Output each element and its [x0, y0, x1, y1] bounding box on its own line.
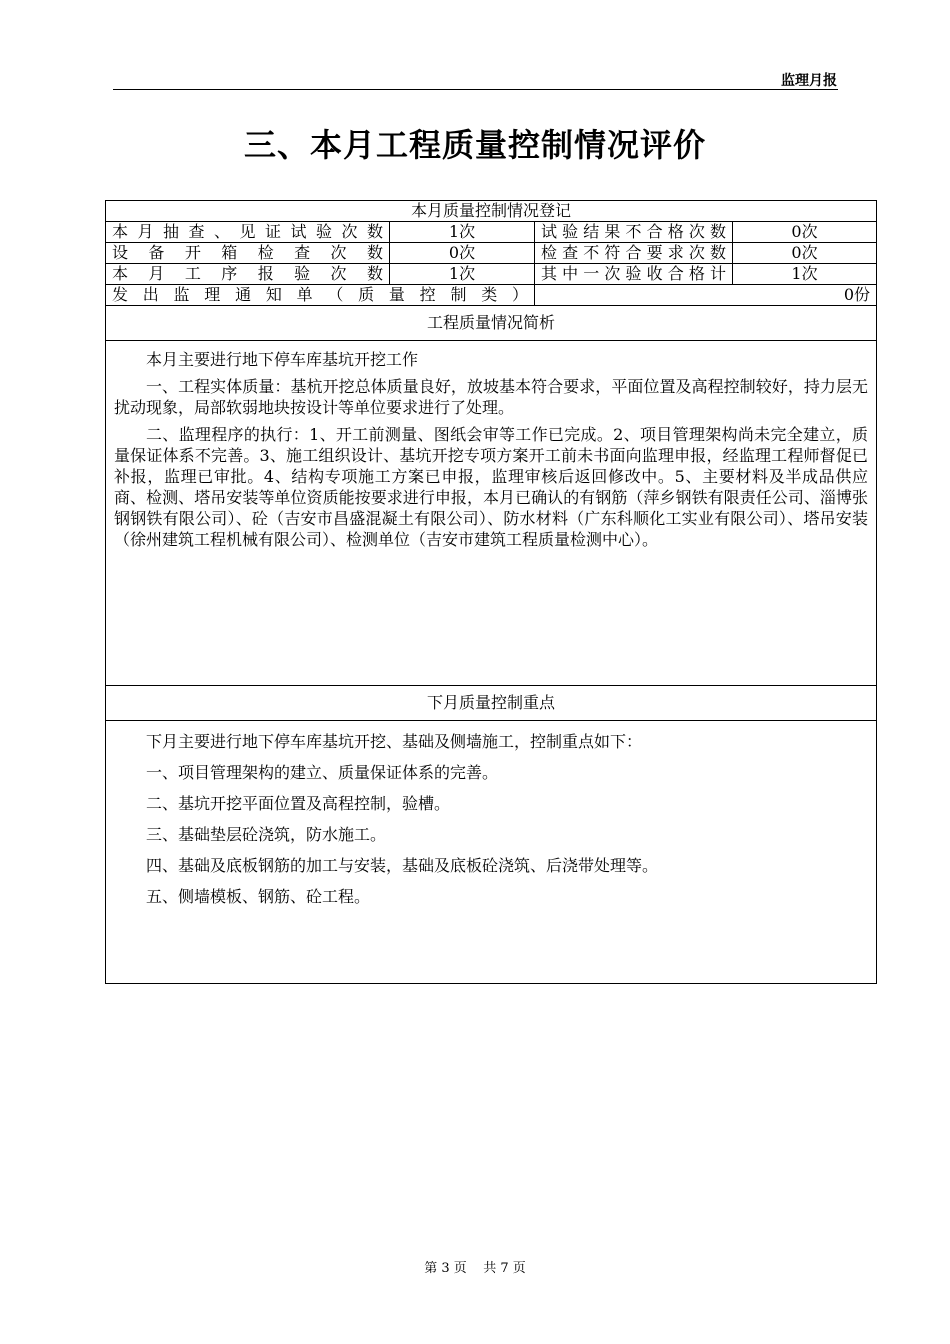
registry-value: 0次 — [390, 243, 535, 264]
header-rule — [113, 89, 838, 90]
notice-row — [106, 285, 877, 306]
registry-label: 本月工序报验次数 — [106, 264, 390, 285]
next-month-item: 下月主要进行地下停车库基坑开挖、基础及侧墙施工，控制重点如下： — [146, 732, 643, 751]
analysis-content — [106, 341, 877, 686]
next-month-item: 一、项目管理架构的建立、质量保证体系的完善。 — [146, 763, 499, 782]
registry-heading: 本月质量控制情况登记 — [106, 201, 877, 222]
registry-row — [106, 243, 877, 264]
analysis-paragraph: 本月主要进行地下停车库基坑开挖工作 — [146, 350, 419, 369]
registry-label-2: 检查不符合要求次数 — [535, 243, 733, 264]
registry-row — [106, 264, 877, 285]
header-label: 监理月报 — [781, 73, 837, 89]
registry-row — [106, 222, 877, 243]
registry-value-2: 0次 — [733, 222, 877, 243]
page-title: 三、本月工程质量控制情况评价 — [243, 126, 706, 164]
registry-label: 设备开箱检查次数 — [106, 243, 390, 264]
next-month-heading-row — [106, 686, 877, 721]
analysis-heading-row — [106, 306, 877, 341]
next-month-item: 二、基坑开挖平面位置及高程控制，验槽。 — [146, 794, 451, 813]
next-month-content-row — [106, 721, 877, 984]
registry-label: 本月抽查、见证试验次数 — [106, 222, 390, 243]
page-number: 第 3 页 共 7 页 — [424, 1261, 526, 1276]
registry-label-2: 其中一次验收合格计 — [535, 264, 733, 285]
registry-value-2: 1次 — [733, 264, 877, 285]
analysis-heading: 工程质量情况简析 — [106, 306, 877, 341]
analysis-paragraph: 一、工程实体质量：基杭开挖总体质量良好，放坡基本符合要求，平面位置及高程控制较好，持力层无扰动现象，局部软弱地块按设计等单位要求进行了处理。 — [114, 377, 869, 417]
analysis-content-row — [106, 341, 877, 686]
next-month-item: 三、基础垫层砼浇筑，防水施工。 — [146, 825, 387, 844]
next-month-item: 四、基础及底板钢筋的加工与安装，基础及底板砼浇筑、后浇带处理等。 — [146, 856, 659, 875]
quality-table — [105, 200, 877, 984]
next-month-heading: 下月质量控制重点 — [106, 686, 877, 721]
next-month-content — [106, 721, 877, 984]
analysis-paragraph: 二、监理程序的执行：1、开工前测量、图纸会审等工作已完成。2、项目管理架构尚未完全建立，质量保证体系不完善。3、施工组织设计、基坑开挖专项方案开工前未书面向监理申报，经监理工程师督促已补报，监理已审批。4、结构专项施工方案已申报，监理审核后返回修改中。5、主要材料及半成品供应商、检测、塔吊安装等单位资质能按要求进行申报，本月已确认的有钢筋（萍乡钢铁有限责任公司、淄博张钢钢铁有限公司）、砼（吉安市昌盛混凝土有限公司）、防水材料（广东科顺化工实业有限公司）、塔吊安装（徐州建筑工程机械有限公司）、检测单位（吉安市建筑工程质量检测中心）。 — [114, 425, 869, 549]
notice-label: 发出监理通知单（质量控制类） — [106, 285, 535, 306]
registry-label-2: 试验结果不合格次数 — [535, 222, 733, 243]
registry-value: 1次 — [390, 264, 535, 285]
registry-value-2: 0次 — [733, 243, 877, 264]
notice-value: 0份 — [535, 285, 877, 306]
registry-value: 1次 — [390, 222, 535, 243]
next-month-item: 五、侧墙模板、钢筋、砼工程。 — [146, 887, 371, 906]
registry-heading-row — [106, 201, 877, 222]
